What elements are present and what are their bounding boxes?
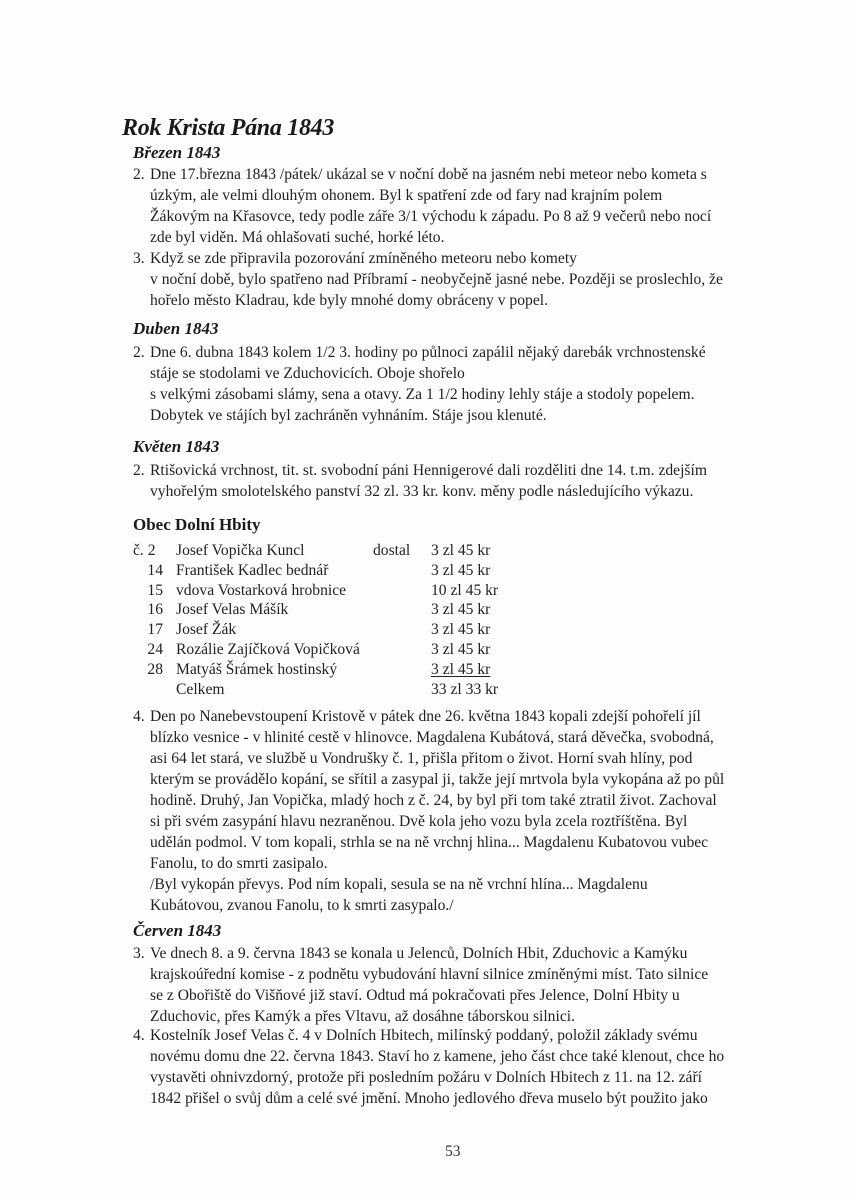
entry-line: blízko vesnice - v hlinité cestě v hlinovce. Magdalena Kubátová, stará děvečka, svobodná, bbox=[150, 729, 714, 746]
entry-line: hořelo město Kladrau, kde byly mnohé domy obráceny v popel. bbox=[150, 292, 548, 309]
entry-line: Ve dnech 8. a 9. června 1843 se konala u Jelenců, Dolních Hbit, Zduchovic a Kamýku bbox=[150, 945, 688, 962]
entry-number: 2. bbox=[133, 462, 145, 479]
page-title: Rok Krista Pána 1843 bbox=[122, 115, 335, 141]
entry-number: 3. bbox=[133, 250, 145, 267]
amount: 10 zl 45 kr bbox=[431, 581, 499, 599]
entry-line: Když se zde připravila pozorování zmíněného meteoru nebo komety bbox=[150, 250, 577, 267]
house-number: 17 bbox=[147, 621, 163, 639]
house-number: 15 bbox=[147, 581, 163, 599]
entry-line: udělán podmol. V tom kopali, strhla se na ně vrchnj hlina... Magdalenu Kubatovou vubec bbox=[150, 834, 709, 851]
recipient-name: Josef Žák bbox=[176, 621, 237, 639]
entry-duben-2 bbox=[133, 342, 813, 426]
section-heading-kveten: Květen 1843 bbox=[133, 437, 220, 456]
entry-brezen-2 bbox=[133, 164, 813, 248]
recipient-name: Rozálie Zajíčková Vopičková bbox=[176, 640, 360, 658]
amount: 3 zl 45 kr bbox=[431, 561, 491, 579]
entry-line: s velkými zásobami slámy, sena a otavy. Za 1 1/2 hodiny lehly stáje a stodoly popelem. bbox=[150, 386, 695, 403]
amount: 3 zl 45 kr bbox=[431, 601, 491, 619]
entry-line: Žákovým na Křasovce, tedy podle záře 3/1 východu k západu. Po 8 až 9 večerů nebo nocí bbox=[150, 208, 712, 225]
entry-line: zde byl viděn. Má ohlašovati suché, horké léto. bbox=[150, 229, 445, 246]
entry-cerven-4 bbox=[133, 1025, 813, 1109]
entry-line: stáje se stodolami ve Zduchovicích. Oboje shořelo bbox=[150, 365, 465, 382]
section-heading-cerven: Červen 1843 bbox=[133, 921, 222, 940]
entry-line: Dobytek ve stájích byl zachráněn vyhnáním. Stáje jsou klenuté. bbox=[150, 407, 547, 424]
amount: 3 zl 45 kr bbox=[431, 640, 491, 658]
entry-line: /Byl vykopán převys. Pod ním kopali, sesula se na ně vrchní hlína... Magdalenu bbox=[150, 876, 648, 893]
entry-line: Kubátovou, zvanou Fanolu, to k smrti zasypalo./ bbox=[150, 897, 454, 914]
entry-line: 1842 přišel o svůj dům a celé své jmění. Mnoho jedlového dřeva muselo být použito jako bbox=[150, 1090, 708, 1107]
entry-line: Kostelník Josef Velas č. 4 v Dolních Hbitech, milínský poddaný, položil základy svému bbox=[150, 1027, 698, 1044]
entry-line: úzkým, ale velmi dlouhým ohonem. Byl k spatření zde od fary nad krajním polem bbox=[150, 187, 663, 204]
entry-line: se z Obořiště do Višňové již staví. Odtud má pokračovati přes Jelence, Dolní Hbity u bbox=[150, 987, 680, 1004]
entry-line: vyhořelým smolotelského panství 32 zl. 33 kr. konv. měny podle následujícího výkazu. bbox=[150, 483, 694, 500]
entry-line: Zduchovic, přes Kamýk a přes Vltavu, až dosáhne táborskou silnici. bbox=[150, 1008, 575, 1025]
entry-line: Rtišovická vrchnost, tit. st. svobodní páni Hennigerové dali rozděliti dne 14. t.m. zdejším bbox=[150, 462, 707, 479]
entry-line: hodině. Druhý, Jan Vopička, mladý hoch z č. 24, by byl při tom také ztratil život. Zachoval bbox=[150, 792, 717, 809]
row-note: dostal bbox=[373, 542, 411, 559]
page-number: 53 bbox=[445, 1143, 461, 1160]
entry-number: 2. bbox=[133, 344, 145, 361]
entry-number: 4. bbox=[133, 1027, 145, 1044]
recipient-name: Josef Vopička Kuncl bbox=[176, 542, 305, 559]
entry-number: 2. bbox=[133, 166, 145, 183]
amount: 3 zl 45 kr bbox=[431, 542, 491, 559]
entry-brezen-3 bbox=[133, 248, 813, 311]
entry-line: vystavěti ohnivzdorný, protože při posledním požáru v Dolních Hbitech z 11. na 12. září bbox=[150, 1069, 702, 1086]
entry-line: kterým se provádělo kopání, se sřítil a zasypal ji, takže její mrtvola byla vykopána až po půl bbox=[150, 771, 725, 788]
house-number: 16 bbox=[147, 601, 163, 619]
total-amount: 33 zl 33 kr bbox=[431, 680, 499, 698]
section-heading-duben: Duben 1843 bbox=[133, 319, 219, 338]
entry-number: 3. bbox=[133, 945, 145, 962]
entry-kveten-4 bbox=[133, 706, 813, 916]
amount: 3 zl 45 kr bbox=[431, 660, 491, 678]
house-number: 14 bbox=[147, 561, 163, 579]
house-number: 28 bbox=[147, 660, 163, 678]
amount: 3 zl 45 kr bbox=[431, 621, 491, 639]
entry-line: krajskoúřední komise - z podnětu vybudování hlavní silnice zmíněnými míst. Tato silnice bbox=[150, 966, 709, 983]
recipient-name: vdova Vostarková hrobnice bbox=[176, 581, 347, 599]
entry-number: 4. bbox=[133, 708, 145, 725]
entry-line: Den po Nanebevstoupení Kristově v pátek dne 26. května 1843 kopali zdejší pohořelí jíl bbox=[150, 708, 701, 725]
entry-line: si při svém zasypání hlavu nezraněnou. Dvě kola jeho vozu byla zcela roztříštěna. Byl bbox=[150, 813, 688, 830]
section-heading-brezen: Březen 1843 bbox=[133, 143, 221, 162]
recipient-name: Josef Velas Mášík bbox=[176, 601, 289, 619]
house-number: 24 bbox=[147, 640, 163, 658]
entry-line: asi 64 let stará, ve službě u Vondrušky č. 1, přišla přitom o život. Horní svah hlíny, pod bbox=[150, 750, 693, 767]
entry-line: Fanolu, to do smrti zasipalo. bbox=[150, 855, 328, 872]
recipient-name: František Kadlec bednář bbox=[176, 561, 329, 579]
village-heading: Obec Dolní Hbity bbox=[133, 515, 261, 534]
total-label: Celkem bbox=[176, 680, 225, 698]
entry-line: v noční době, bylo spatřeno nad Příbramí - neobyčejně jasné nebe. Později se proslechlo, že bbox=[150, 271, 723, 288]
entry-kveten-2 bbox=[133, 460, 813, 502]
entry-cerven-3 bbox=[133, 943, 813, 1027]
entry-line: Dne 17.března 1843 /pátek/ ukázal se v noční době na jasném nebi meteor nebo kometa s bbox=[150, 166, 707, 183]
entry-line: novému domu dne 22. června 1843. Staví ho z kamene, jeho část chce také klenout, chce ho bbox=[150, 1048, 725, 1065]
house-number: č. 2 bbox=[133, 542, 156, 559]
recipient-name: Matyáš Šrámek hostinský bbox=[176, 660, 338, 678]
entry-line: Dne 6. dubna 1843 kolem 1/2 3. hodiny po půlnoci zapálil nějaký darebák vrchnostenské bbox=[150, 344, 706, 361]
